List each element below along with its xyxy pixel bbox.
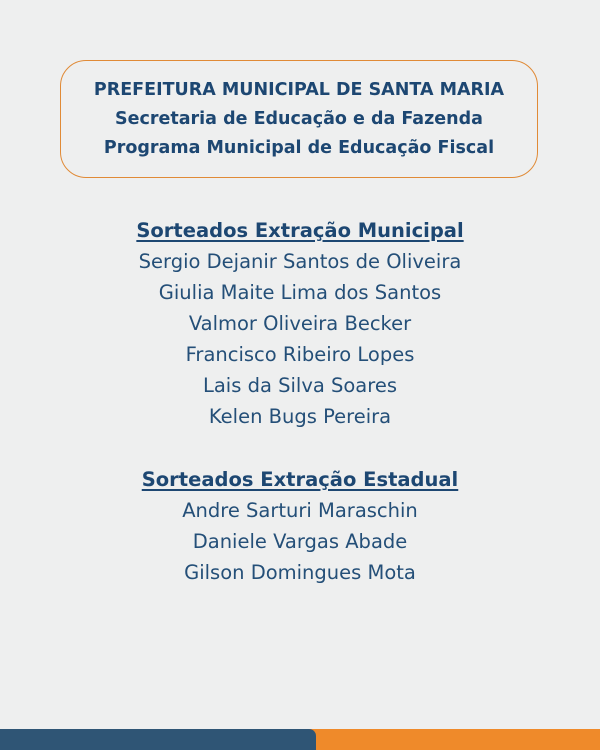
winner-name: Valmor Oliveira Becker bbox=[188, 312, 412, 335]
footer-blue-bar bbox=[0, 729, 316, 750]
estadual-section bbox=[0, 464, 600, 588]
winner-name: Gilson Domingues Mota bbox=[184, 561, 416, 584]
winner-name: Giulia Maite Lima dos Santos bbox=[158, 281, 442, 304]
winner-name: Daniele Vargas Abade bbox=[192, 530, 408, 553]
header-subtitle-secretaria: Secretaria de Educação e da Fazenda bbox=[115, 108, 483, 129]
winner-name: Francisco Ribeiro Lopes bbox=[185, 343, 415, 366]
header-subtitle-programa: Programa Municipal de Educação Fiscal bbox=[103, 137, 495, 158]
header-box bbox=[60, 60, 538, 178]
estadual-section-title: Sorteados Extração Estadual bbox=[141, 468, 459, 491]
winner-name: Andre Sarturi Maraschin bbox=[182, 499, 418, 522]
winner-name: Lais da Silva Soares bbox=[202, 374, 398, 397]
municipal-section bbox=[0, 215, 600, 432]
header-title: PREFEITURA MUNICIPAL DE SANTA MARIA bbox=[93, 79, 505, 100]
winner-name: Sergio Dejanir Santos de Oliveira bbox=[138, 250, 462, 273]
municipal-section-title: Sorteados Extração Municipal bbox=[136, 219, 464, 242]
winner-name: Kelen Bugs Pereira bbox=[208, 405, 392, 428]
footer-orange-bar bbox=[306, 729, 600, 750]
